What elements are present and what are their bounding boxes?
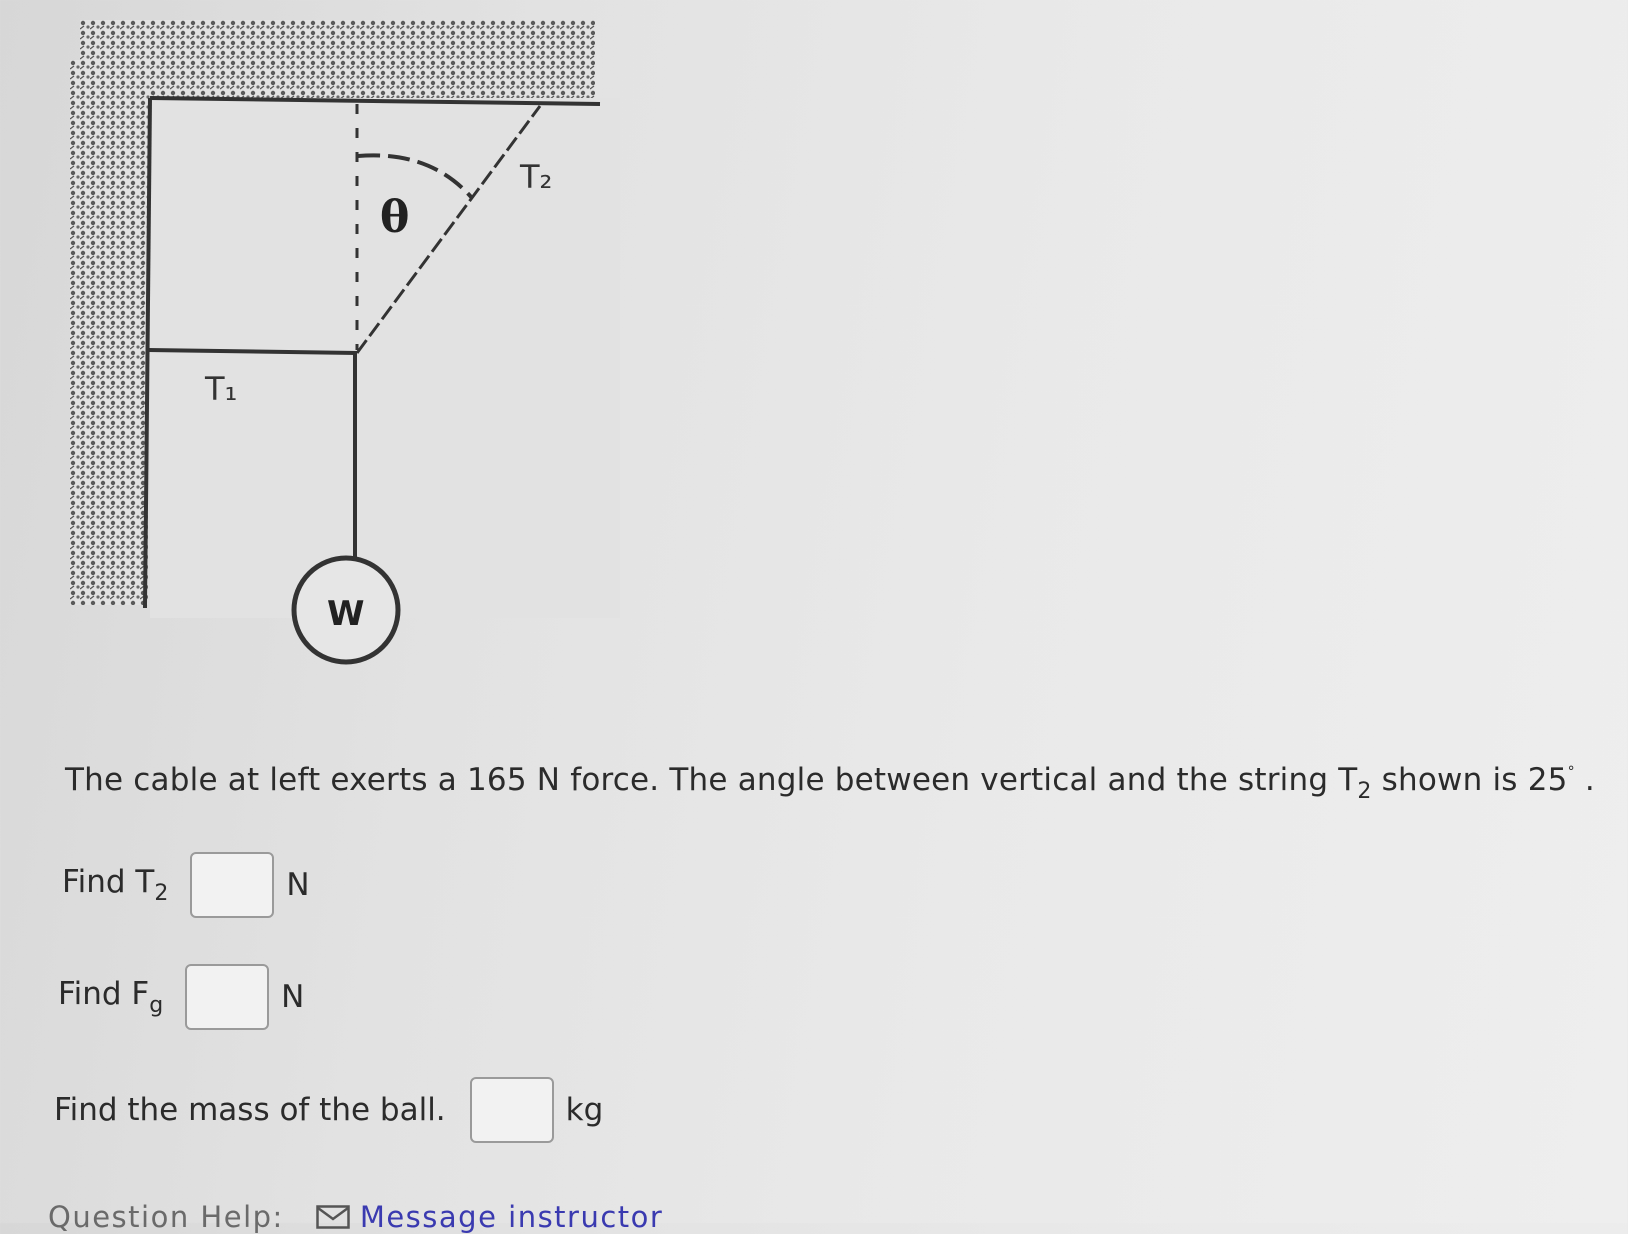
label-t2: T₂ [520,158,553,196]
problem-statement: The cable at left exerts a 165 N force. The angle between vertical and the string $T_2$ shown is 25° . [65,762,1595,804]
wall-hatch [70,60,148,605]
label-t1: T₁ [205,370,238,408]
label-weight: W [327,594,365,634]
question-find-t2 [62,852,310,918]
question-label: Find $F_g$ [58,976,164,1018]
question-find-fg [58,964,304,1030]
force-diagram [70,20,630,720]
label-theta: θ [380,192,410,243]
ceiling-hatch [80,20,595,98]
answer-input-fg[interactable] [185,964,269,1030]
answer-input-mass[interactable] [470,1077,554,1143]
unit-label: kg [565,1092,604,1128]
mail-icon [316,1205,350,1229]
unit-label: N [286,867,310,903]
question-find-mass [54,1077,603,1143]
unit-label: N [281,979,305,1015]
question-label: Find the mass of the ball. [54,1092,446,1128]
message-instructor-link[interactable]: Message instructor [359,1200,664,1234]
answer-input-t2[interactable] [190,852,274,918]
question-help-label: Question Help: [48,1200,284,1234]
question-label: Find $T_2$ [62,864,169,906]
question-help-bar [48,1200,663,1234]
